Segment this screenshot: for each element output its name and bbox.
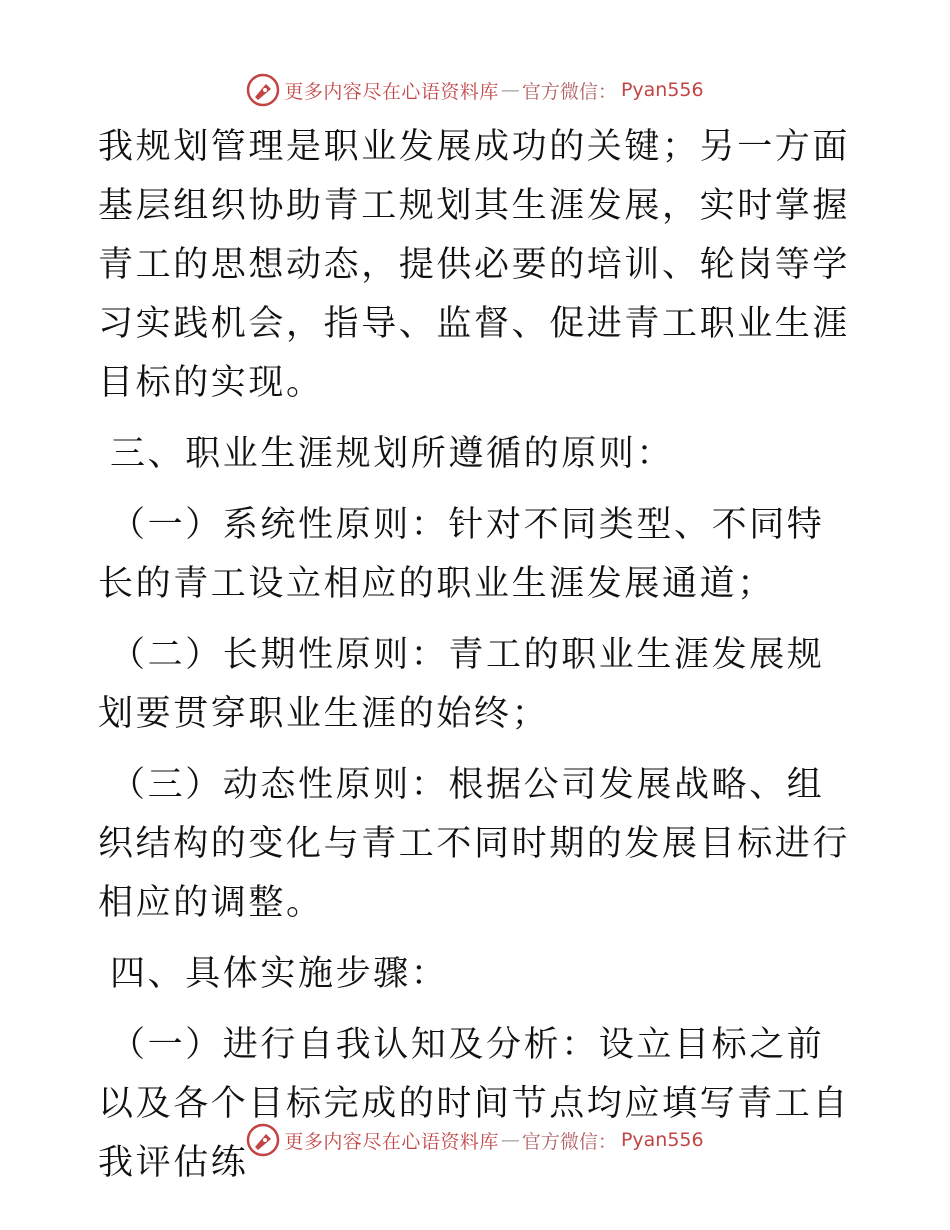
step-self-awareness: （一）进行自我认知及分析：设立目标之前以及各个目标完成的时间节点均应填写青工自我评估练 [98,1025,851,1183]
watermark-sub-text: 官方微信： [521,80,617,103]
pen-nib-logo-icon [246,1123,280,1157]
paragraph-continuation: 我规划管理是职业发展成功的关键；另一方面基层组织协助青工规划其生涯发展，实时掌握青工的思想动态，提供必要的培训、轮岗等学习实践机会，指导、监督、促进青工职业生涯目标的实现。 [98,127,851,403]
principle-systematic: （一）系统性原则：针对不同类型、不同特长的青工设立相应的职业生涯发展通道； [98,505,825,604]
section-heading-principles: 三、职业生涯规划所遵循的原则： [110,434,675,474]
footer-watermark [0,1120,950,1160]
principle-dynamic: （三）动态性原则：根据公司发展战略、组织结构的变化与青工不同时期的发展目标进行相应的调整。 [98,765,851,923]
section-heading-steps: 四、具体实施步骤： [110,954,449,994]
watermark-wechat-id: Pyan556 [620,79,704,101]
watermark-brand-text: 更多内容尽在心语资料库 [284,1130,499,1153]
watermark-wechat-id: Pyan556 [620,1129,704,1151]
watermark-sub-text: 官方微信： [521,1130,617,1153]
watermark-separator: — [500,79,520,101]
watermark-brand-text: 更多内容尽在心语资料库 [284,80,499,103]
document-body [98,118,858,1193]
pen-nib-logo-icon [246,73,280,107]
watermark-separator: — [500,1129,520,1151]
principle-long-term: （二）长期性原则：青工的职业生涯发展规划要贯穿职业生涯的始终； [98,635,825,734]
header-watermark [0,70,950,110]
